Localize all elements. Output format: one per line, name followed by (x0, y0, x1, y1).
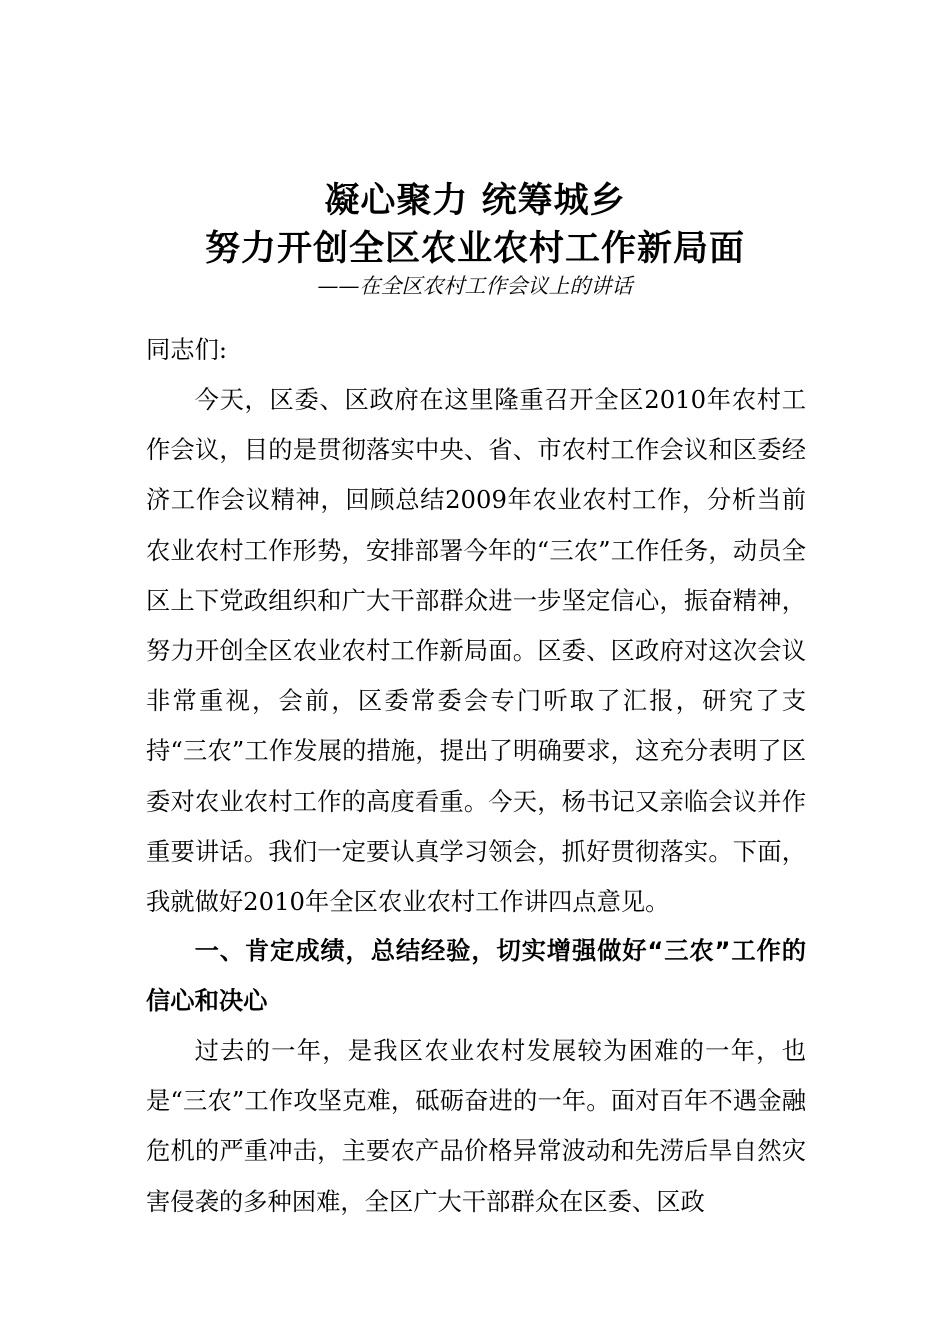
salutation: 同志们: (146, 335, 228, 364)
document-subtitle: ——在全区农村工作会议上的讲话 (317, 274, 633, 298)
document-title-line-2: 努力开创全区农业农村工作新局面 (204, 229, 745, 269)
body-paragraph-1: 今天，区委、区政府在这里隆重召开全区2010年农村工作会议，目的是贯彻落实中央、省、市农村工作会议和区委经济工作会议精神，回顾总结2009年农业农村工作，分析当前农业农村工作形势，安排部署今年的“三农”工作任务，动员全区上下党政组织和广大干部群众进一步坚定信心，振奋精神，努力开创全区农业农村工作新局面。区委、区政府对这次会议非常重视，会前，区委常委会专门听取了汇报，研究了支持“三农”工作发展的措施，提出了明确要求，这充分表明了区委对农业农村工作的高度看重。今天，杨书记又亲临会议并作重要讲话。我们一定要认真学习领会，抓好贯彻落实。下面，我就做好2010年全区农业农村工作讲四点意见。 (146, 385, 806, 917)
document-title-line-1: 凝心聚力 统筹城乡 (324, 181, 626, 221)
body-paragraph-2: 过去的一年，是我区农业农村发展较为困难的一年，也是“三农”工作攻坚克难，砥砺奋进的一年。面对百年不遇金融危机的严重冲击，主要农产品价格异常波动和先涝后旱自然灾害侵袭的多种困难，全区广大干部群众在区委、区政 (146, 1036, 806, 1216)
section-heading-1: 一、肯定成绩，总结经验，切实增强做好“三农”工作的信心和决心 (146, 936, 806, 1016)
